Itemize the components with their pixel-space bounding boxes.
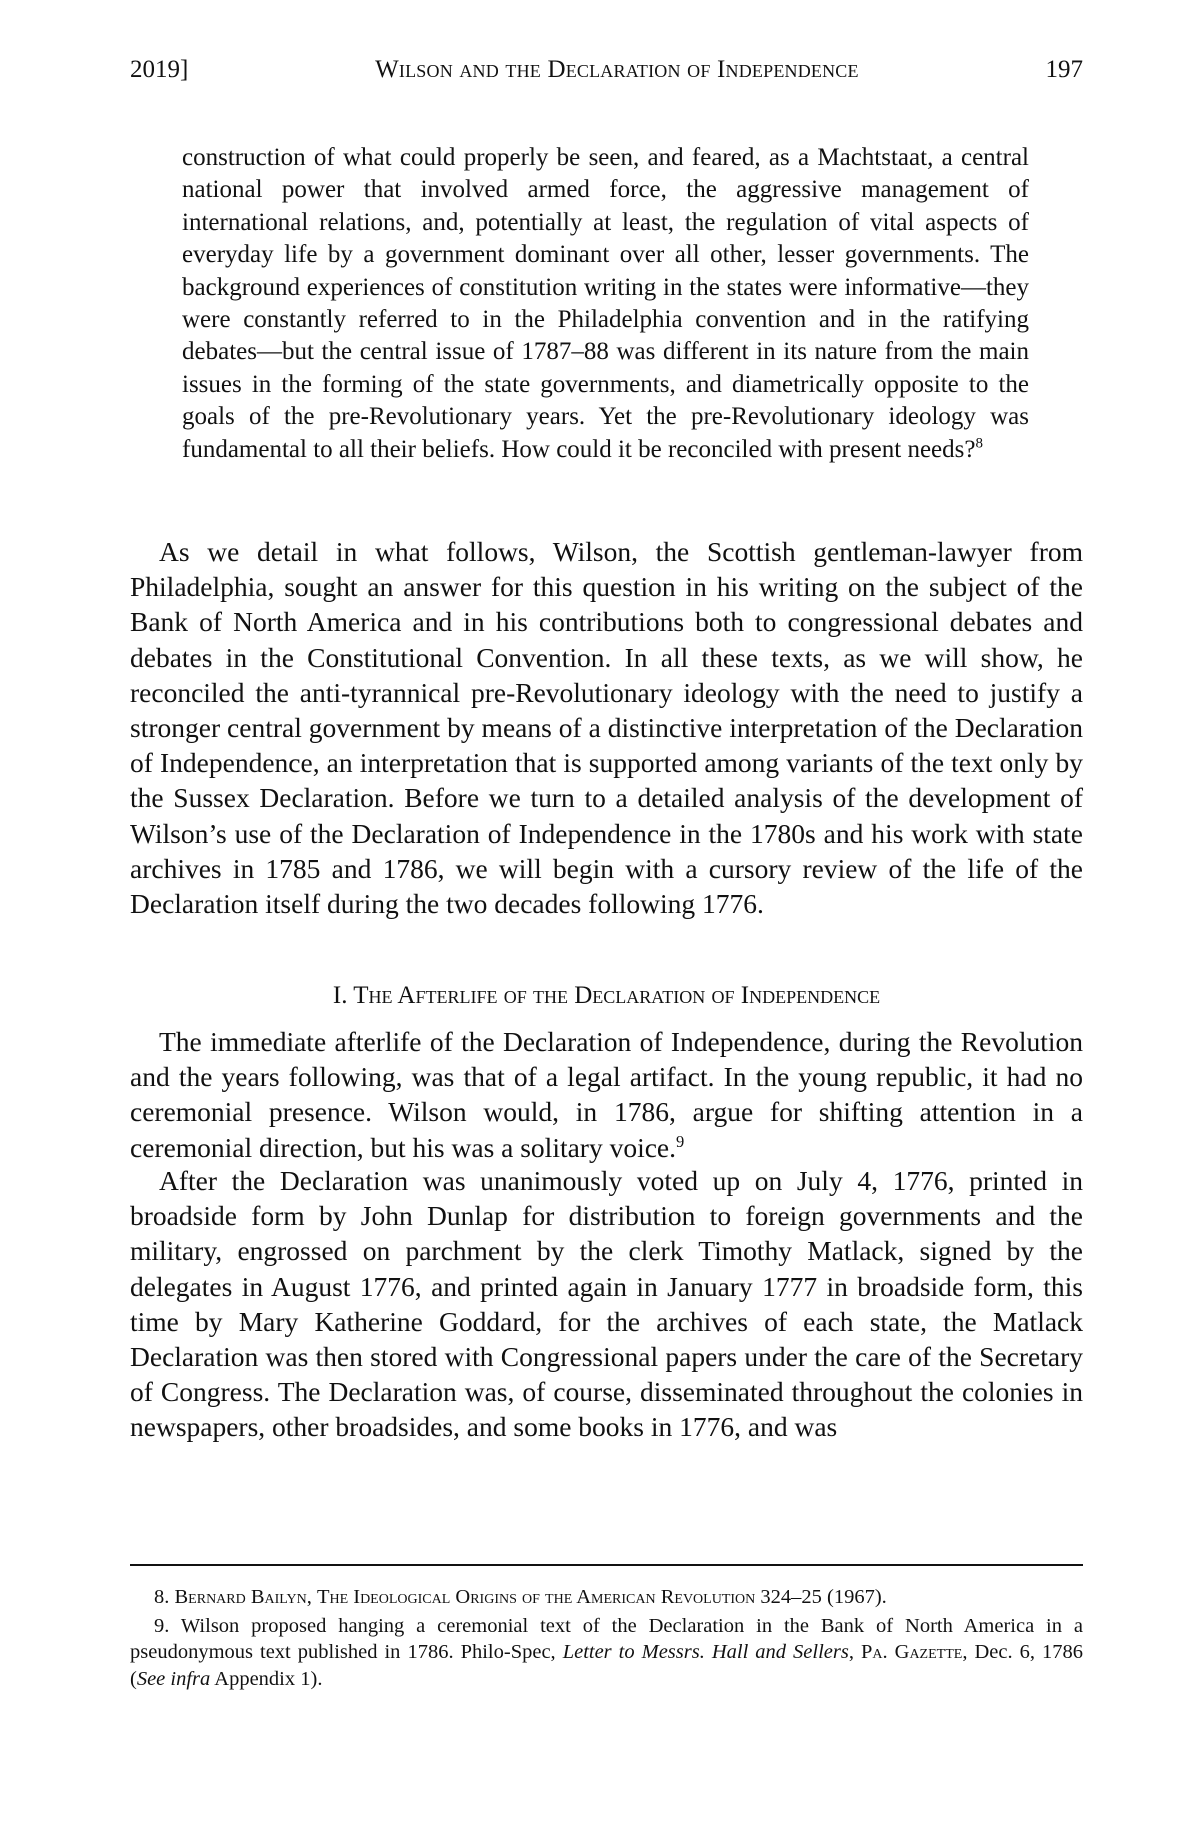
footnote-text: Appendix 1). xyxy=(210,1667,323,1690)
paragraph-text: As we detail in what follows, Wilson, the Scottish gentleman-lawyer from Philadelphia, sought an answer for this question in his writing on the subject of the Bank of North America and in his contributions both to congressional debates and debates in the Constitutional Convention. In all these texts, as we will show, he reconciled the anti-tyrannical pre-Revolutionary ideology with the need to justify a stronger central government by means of a distinctive interpretation of the Declaration of Independence, an interpretation that is supported among variants of the text only by the Sussex Declaration. Before we turn to a detailed analysis of the development of Wilson’s use of the Declaration of Independence in the 1780s and his work with state archives in 1785 and 1786, we will begin with a cursory review of the life of the Declaration itself during the two decades following 1776. xyxy=(130,536,1083,920)
footnote-letter-title: Letter to Messrs. Hall and Sellers xyxy=(562,1641,849,1663)
footnote-author: Bernard Bailyn xyxy=(174,1586,307,1608)
block-quote-text: construction of what could properly be seen, and feared, as a Machtstaat, a central national power that involved armed force, the aggressive management of international relations, and, potentially at least, the regulation of vital aspects of everyday life by a government dominant over all other, lesser governments. The background experiences of constitution writing in the states were informative—they were constantly referred to in the Philadelphia convention and in the ratifying debates—but the central issue of 1787–88 was different in its nature from the main issues in the forming of the state governments, and diametrically opposite to the goals of the pre-Revolutionary years. Yet the pre-Revolutionary ideology was fundamental to all their beliefs. How could it be reconciled with present needs? xyxy=(182,144,1029,463)
footnote-separator: , xyxy=(306,1586,317,1608)
footnote-number: 8. xyxy=(154,1586,170,1608)
running-header xyxy=(130,56,1083,96)
footnote-journal: Pa. Gazette xyxy=(861,1641,963,1663)
footnote-cite: 324–25 (1967). xyxy=(755,1586,887,1608)
body-paragraph-3 xyxy=(130,1163,1083,1445)
body-paragraph-2 xyxy=(130,1024,1083,1165)
footnote-9 xyxy=(130,1613,1083,1693)
footnote-number: 9. xyxy=(154,1614,170,1637)
footnote-divider xyxy=(130,1564,1083,1566)
footnote-text: , xyxy=(848,1641,861,1663)
block-quote xyxy=(182,142,1029,466)
block-quote-paragraph xyxy=(182,142,1029,466)
header-year: 2019] xyxy=(130,56,189,83)
footnote-text: , Dec. 6, 1786 ( xyxy=(130,1641,1083,1690)
page-number: 197 xyxy=(1045,56,1083,83)
paragraph xyxy=(130,1024,1083,1165)
footnote-8 xyxy=(130,1584,1083,1611)
paragraph-text: The immediate afterlife of the Declaration of Independence, during the Revolution and the years following, was that of a legal artifact. In the young republic, it had no ceremonial presence. Wilson would, in 1786, argue for shifting attention in a ceremonial direction, but his was a solitary voice. xyxy=(130,1026,1083,1163)
footnote-ref-9[interactable]: 9 xyxy=(676,1131,685,1151)
paragraph-text: After the Declaration was unanimously voted up on July 4, 1776, printed in broadside form by John Dunlap for distribution to foreign governments and the military, engrossed on parchment by the clerk Timothy Matlack, signed by the delegates in August 1776, and printed again in January 1777 in broadside form, this time by Mary Katherine Goddard, for the archives of each state, the Matlack Declaration was then stored with Congressional papers under the care of the Secretary of Congress. The Declaration was, of course, disseminated throughout the colonies in newspapers, other broadsides, and some books in 1776, and was xyxy=(130,1165,1083,1443)
body-paragraph-1 xyxy=(130,534,1083,921)
footnotes xyxy=(130,1584,1083,1694)
footnote-ref-8[interactable]: 8 xyxy=(975,435,983,452)
footnote-book-title: The Ideological Origins of the American Revolution xyxy=(316,1586,756,1608)
section-heading: I. The Afterlife of the Declaration of Independence xyxy=(332,982,881,1009)
footnote-see-infra: See infra xyxy=(136,1667,211,1690)
running-title: Wilson and the Declaration of Independence xyxy=(375,56,859,83)
footnote-text: Wilson proposed hanging a ceremonial text of the Declaration in the Bank of North America in a pseudonymous text published in 1786. Philo-Spec, xyxy=(130,1614,1083,1663)
